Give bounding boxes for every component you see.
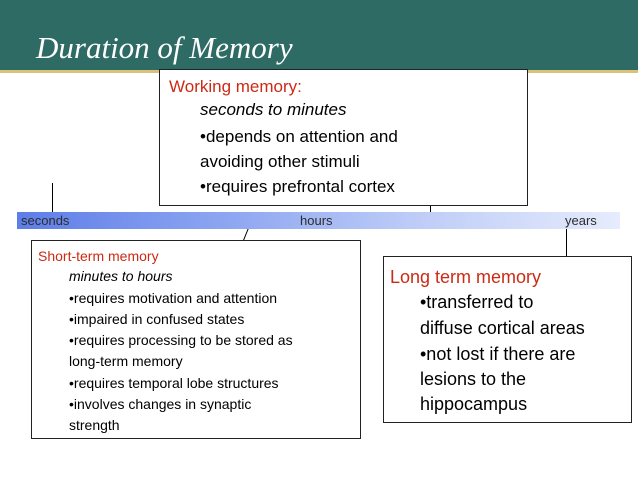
short-term-memory-duration: minutes to hours — [69, 268, 173, 284]
connector-seconds — [52, 183, 53, 213]
slide-title: Duration of Memory — [36, 30, 293, 65]
working-memory-box — [159, 69, 528, 206]
long-term-memory-line: diffuse cortical areas — [420, 318, 585, 338]
short-term-memory-box — [31, 240, 361, 439]
short-term-memory-line: •requires motivation and attention — [69, 290, 278, 306]
working-memory-title: Working memory: — [169, 77, 302, 96]
timeline-label-years: years — [565, 213, 597, 228]
working-memory-line: avoiding other stimuli — [200, 152, 360, 171]
short-term-memory-line: •requires processing to be stored as — [69, 332, 293, 348]
short-term-memory-line: •involves changes in synaptic — [69, 396, 252, 412]
timeline-label-seconds: seconds — [21, 213, 70, 228]
working-memory-line: •requires prefrontal cortex — [200, 177, 395, 196]
working-memory-line: •depends on attention and — [200, 127, 398, 146]
timeline-label-hours: hours — [300, 213, 333, 228]
long-term-memory-line: •not lost if there are — [420, 344, 576, 364]
working-memory-duration: seconds to minutes — [200, 100, 347, 119]
short-term-memory-line: long-term memory — [69, 353, 183, 369]
connector-long-term — [566, 228, 567, 256]
short-term-memory-line: strength — [69, 417, 120, 433]
long-term-memory-title: Long term memory — [390, 267, 542, 287]
duration-timeline — [17, 212, 620, 229]
long-term-memory-line: •transferred to — [420, 292, 534, 312]
long-term-memory-box — [383, 256, 632, 423]
short-term-memory-line: •requires temporal lobe structures — [69, 375, 279, 391]
long-term-memory-line: hippocampus — [420, 394, 528, 414]
long-term-memory-line: lesions to the — [420, 369, 527, 389]
short-term-memory-title: Short-term memory — [38, 248, 159, 264]
short-term-memory-line: •impaired in confused states — [69, 311, 245, 327]
